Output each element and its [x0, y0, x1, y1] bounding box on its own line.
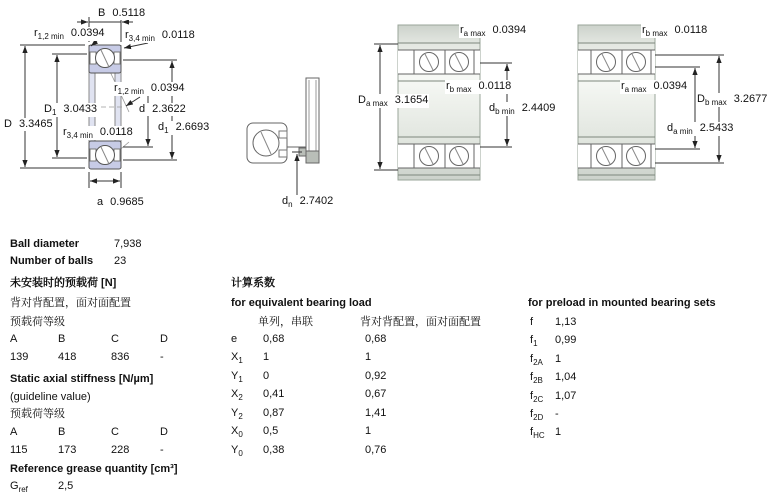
dim-label-r34-top: $r_{3,4 min}$ 0.0118: [125, 29, 195, 44]
calc-row-Y2: $Y_2$ 0,87 1,41: [231, 407, 387, 422]
dim-label-r12-inner: $r_{1,2 min}$ 0.0394: [114, 82, 185, 97]
preload-class-headers: A B C D: [10, 333, 168, 345]
calc-row-Y1: $Y_1$ 0 0,92: [231, 370, 387, 385]
drawing-abutment: [247, 78, 319, 196]
spec-number-of-balls: Number of balls 23: [10, 255, 127, 267]
preload-row-f2D: $f_{2D}$ -: [530, 408, 559, 423]
stiffness-class-label: 预载荷等级: [10, 408, 65, 420]
spec-ball-diameter: Ball diameter 7,938: [10, 238, 142, 250]
preload-row-f1: $f_1$ 0,99: [530, 334, 577, 349]
preload-class-label: 预载荷等级: [10, 316, 65, 328]
dim-label-da-min: $d_{a min}$ 2.5433: [667, 122, 734, 137]
calc-row-X0: $X_0$ 0,5 1: [231, 425, 372, 440]
calc-col2-header: 背对背配置，面对面配置: [360, 316, 481, 328]
calc-row-X2: $X_2$ 0,41 0,67: [231, 388, 387, 403]
calc-factors-subtitle: for equivalent bearing load: [231, 297, 372, 309]
dim-label-D: D 3.3465: [4, 118, 53, 130]
preload-row-f: f 1,13: [530, 316, 577, 328]
preload-row-f2A: $f_{2A}$ 1: [530, 353, 562, 368]
calc-row-e: e 0,68 0,68: [231, 333, 387, 345]
calc-col1-header: 单列，串联: [258, 316, 313, 328]
preload-class-values: 139 418 836 -: [10, 351, 164, 363]
grease-title: Reference grease quantity [cm³]: [10, 463, 178, 475]
dim-label-B: B 0.5118: [98, 7, 146, 19]
dim-label-rb-max-housing: $r_{b max}$ 0.0118: [446, 80, 512, 95]
stiffness-subtitle: (guideline value): [10, 391, 91, 403]
dim-label-Db-max: $D_{b max}$ 3.2677: [697, 93, 768, 108]
stiffness-title: Static axial stiffness [N/µm]: [10, 373, 154, 385]
calc-row-Y0: $Y_0$ 0,38 0,76: [231, 444, 387, 459]
grease-value-row: $G_{ref}$ 2,5: [10, 480, 74, 494]
stiffness-values: 115 173 228 -: [10, 444, 164, 456]
preload-unmounted-subtitle: 背对背配置，面对面配置: [10, 297, 131, 309]
preload-factors-title: for preload in mounted bearing sets: [528, 297, 716, 309]
dim-label-ra-max-housing: $r_{a max}$ 0.0394: [460, 24, 527, 39]
dim-label-dn: $d_n$ 2.7402: [282, 195, 334, 210]
dim-label-d: d 2.3622: [139, 103, 186, 115]
dim-label-D1: $D_1$ 3.0433: [44, 103, 98, 118]
preload-row-fHC: $f_{HC}$ 1: [530, 426, 562, 441]
dim-label-a: a 0.9685: [97, 196, 144, 208]
calc-row-X1: $X_1$ 1 1: [231, 351, 372, 366]
dim-label-ra-max-shaft: $r_{a max}$ 0.0394: [621, 80, 688, 95]
stiffness-headers: A B C D: [10, 426, 168, 438]
dim-label-r12-top: $r_{1,2 min}$ 0.0394: [34, 27, 105, 42]
preload-unmounted-title: 未安装时的预载荷 [N]: [10, 277, 117, 289]
dim-label-rb-max-shaft: $r_{b max}$ 0.0118: [642, 24, 708, 39]
dim-label-db-min: $d_{b min}$ 2.4409: [489, 102, 556, 117]
dim-label-r34-inner: $r_{3,4 min}$ 0.0118: [63, 126, 133, 141]
preload-row-f2C: $f_{2C}$ 1,07: [530, 390, 577, 405]
preload-row-f2B: $f_{2B}$ 1,04: [530, 371, 577, 386]
calc-factors-title: 计算系数: [231, 277, 275, 289]
dim-label-d1: $d_1$ 2.6693: [158, 121, 210, 136]
dim-label-Da-max: $D_{a max}$ 3.1654: [358, 94, 429, 109]
